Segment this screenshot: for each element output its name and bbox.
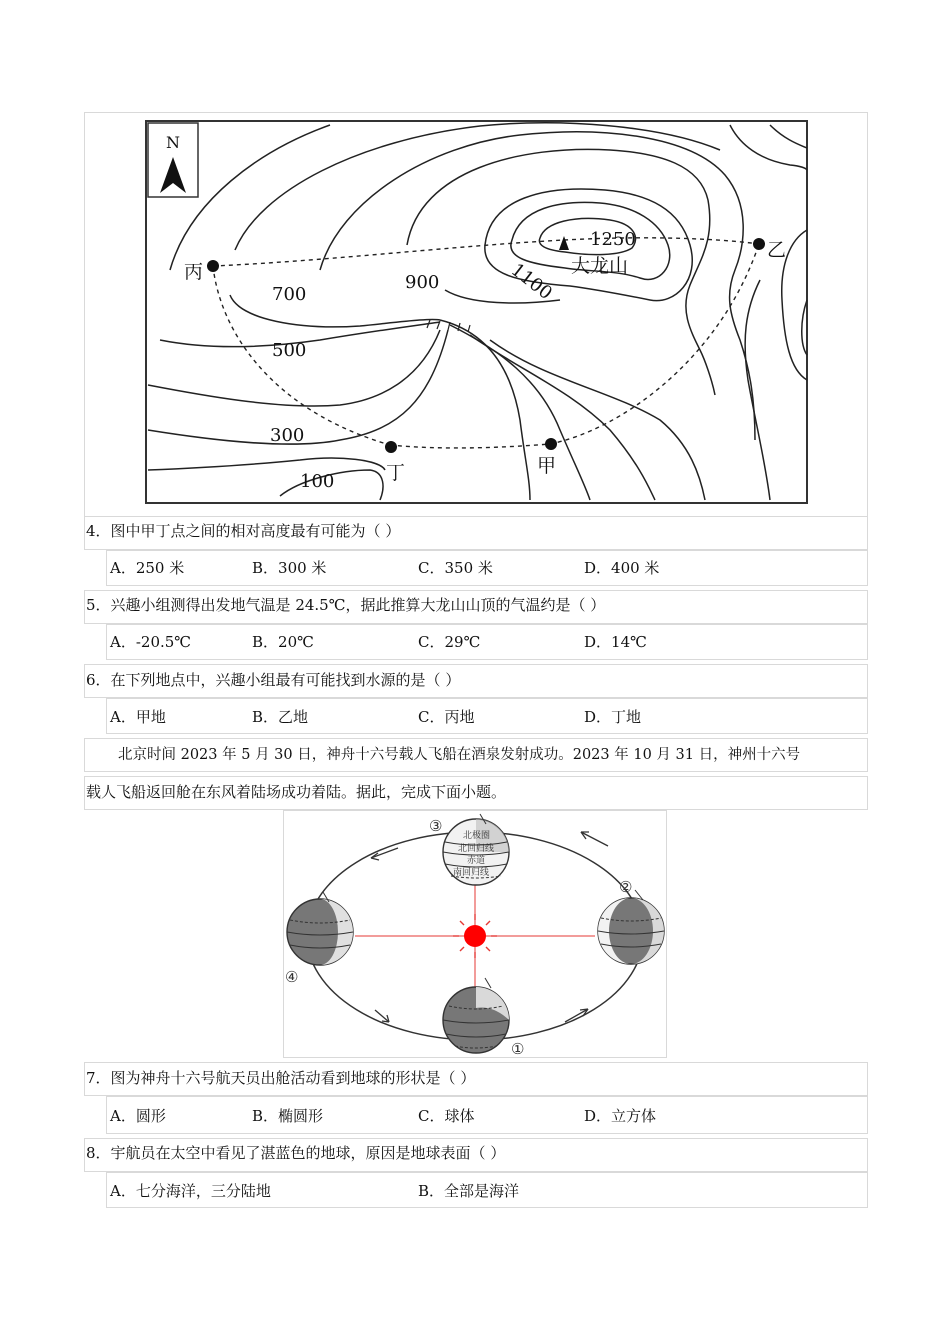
q4-stem: 4．图中甲丁点之间的相对高度最有可能为（ ）: [86, 522, 401, 540]
peak-label: 大龙山: [571, 255, 629, 277]
point-label-b: 乙: [767, 239, 787, 261]
q5-option-b[interactable]: B．20℃: [252, 633, 314, 651]
contour-label-1100: 1100: [506, 259, 556, 305]
q5-option-d[interactable]: D．14℃: [584, 633, 647, 651]
globe-line-label-0: 北极圈: [463, 831, 491, 841]
contour-map: [0, 0, 950, 560]
globe-line-label-3: 南回归线: [453, 868, 490, 878]
contour-label-700: 700: [272, 284, 307, 305]
q6-option-b[interactable]: B．乙地: [252, 708, 309, 726]
q7-options-box: [106, 1096, 868, 1134]
passage-line1: 北京时间 2023 年 5 月 30 日，神舟十六号载人飞船在酒泉发射成功。2023 年 10 月 31 日，神州十六号: [118, 747, 801, 763]
q5-option-c[interactable]: C．29℃: [418, 633, 481, 651]
contour-label-500: 500: [272, 340, 307, 361]
point-d: [385, 441, 397, 453]
q7-option-a[interactable]: A．圆形: [110, 1107, 166, 1125]
q7-option-c[interactable]: C．球体: [418, 1107, 475, 1125]
north-label: N: [166, 133, 180, 152]
q6-option-a[interactable]: A．甲地: [110, 708, 166, 726]
q7-option-d[interactable]: D．立方体: [584, 1107, 657, 1125]
q6-option-c[interactable]: C．丙地: [418, 708, 475, 726]
point-b: [753, 238, 765, 250]
q7-stem: 7．图为神舟十六号航天员出舱活动看到地球的形状是（ ）: [86, 1069, 476, 1087]
contour-label-1250: 1250: [590, 229, 636, 250]
q8-option-b[interactable]: B．全部是海洋: [418, 1182, 520, 1200]
contour-label-100: 100: [300, 471, 335, 492]
q4-option-a[interactable]: A．250 米: [110, 559, 185, 577]
q4-option-c[interactable]: C．350 米: [418, 559, 493, 577]
orbit-diagram: [283, 810, 667, 1058]
contour-label-900: 900: [405, 272, 440, 293]
point-c: [207, 260, 219, 272]
q4-option-d[interactable]: D．400 米: [584, 559, 660, 577]
q8-option-a[interactable]: A．七分海洋，三分陆地: [110, 1182, 271, 1200]
point-label-c: 丙: [184, 261, 204, 283]
q5-option-a[interactable]: A．-20.5℃: [110, 633, 192, 651]
q8-stem: 8．宇航员在太空中看见了湛蓝色的地球，原因是地球表面（ ）: [86, 1144, 506, 1162]
q4-option-b[interactable]: B．300 米: [252, 559, 327, 577]
point-a: [545, 438, 557, 450]
point-label-a: 甲: [537, 455, 557, 477]
globe-4-label: ④: [285, 968, 299, 986]
q6-options-box: [106, 698, 868, 734]
q6-stem: 6．在下列地点中，兴趣小组最有可能找到水源的是（ ）: [86, 671, 461, 689]
globe-3-label: ③: [429, 817, 443, 835]
globe-2-label: ②: [619, 878, 633, 896]
q7-option-b[interactable]: B．椭圆形: [252, 1107, 324, 1125]
contour-label-300: 300: [270, 425, 305, 446]
globe-line-label-1: 北回归线: [458, 844, 495, 854]
globe-line-label-2: 赤道: [467, 856, 486, 866]
point-label-d: 丁: [386, 462, 406, 484]
peak-icon: [559, 236, 569, 250]
q5-stem: 5．兴趣小组测得出发地气温是 24.5℃，据此推算大龙山山顶的气温约是（ ）: [86, 596, 606, 614]
passage-line2: 载人飞船返回舱在东风着陆场成功着陆。据此，完成下面小题。: [86, 783, 507, 801]
q5-options-box: [106, 624, 868, 660]
q6-option-d[interactable]: D．丁地: [584, 708, 642, 726]
globe-1-label: ①: [511, 1040, 525, 1058]
